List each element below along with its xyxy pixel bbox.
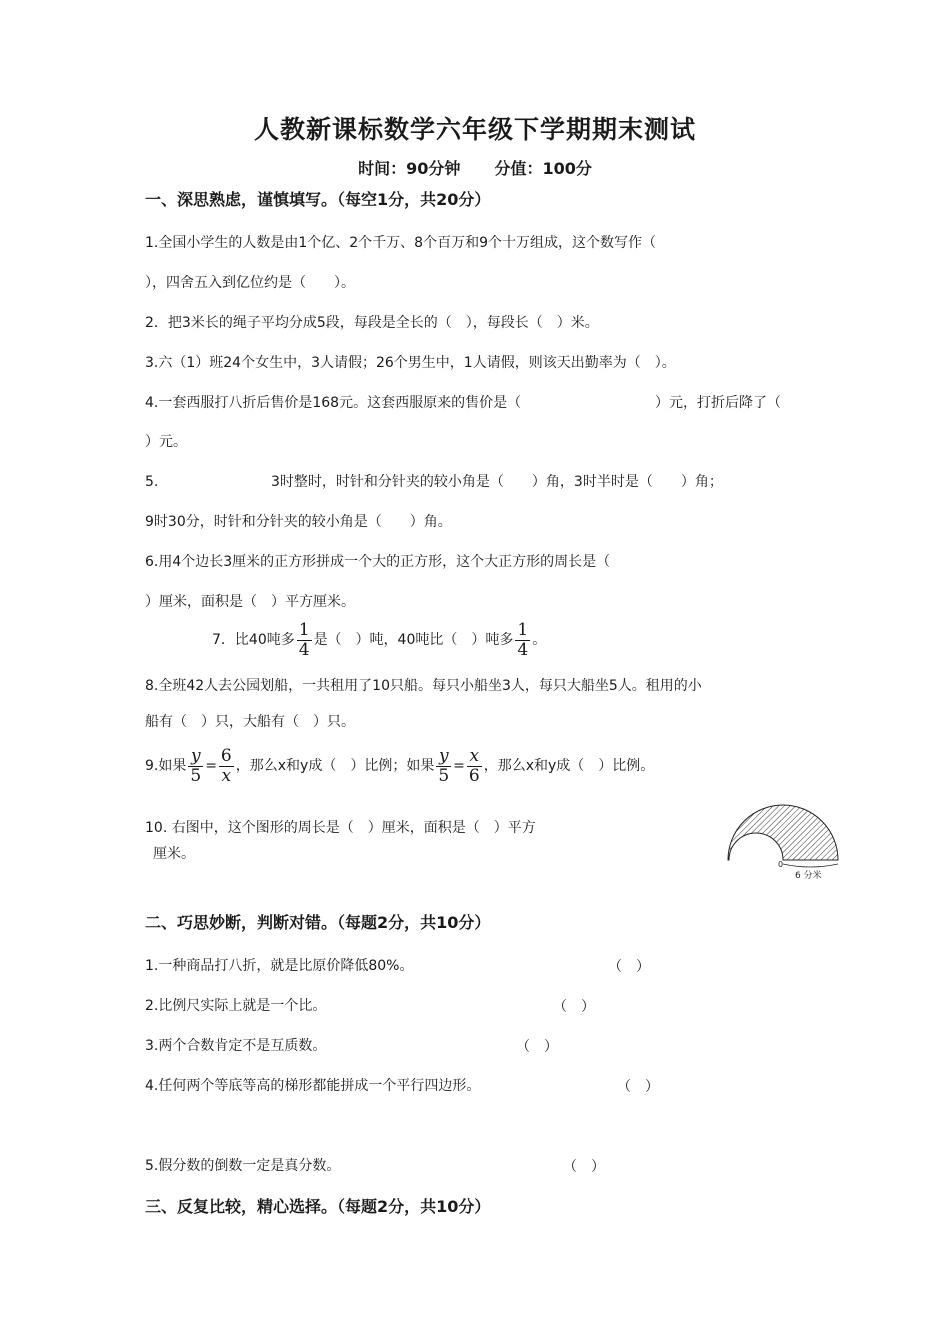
fraction-numerator: 1 [517, 619, 529, 640]
dimension-brace [783, 864, 838, 867]
exam-time: 时间：90分钟 [358, 159, 461, 178]
equals-sign: = [453, 758, 465, 774]
fraction-one-quarter-a [297, 621, 312, 660]
question-8-line1: 8.全班42人去公园划船，一共租用了10只船。每只小船坐3人，每只大船坐5人。租用的小 [145, 678, 702, 694]
question-5-line2: 9时30分，时针和分针夹的较小角是（ ）角。 [145, 514, 452, 530]
semicircle-ring-figure [722, 800, 844, 884]
question-7-part2: 是（ ）吨，40吨比（ ）吨多 [313, 632, 514, 648]
section2-heading: 二、巧思妙断，判断对错。（每题2分，共10分） [145, 913, 491, 932]
fraction-one-quarter-b [515, 621, 530, 660]
question-8-line2: 船有（ ）只，大船有（ ）只。 [145, 714, 355, 730]
fraction-numerator: 6 [220, 745, 232, 766]
fraction-6-over-x [219, 747, 234, 786]
judge-item-1: 1.一种商品打八折，就是比原价降低80%。 [145, 958, 414, 974]
question-10-line2: 厘米。 [153, 846, 195, 862]
fraction-numerator: x [467, 747, 482, 767]
origin-label: 0 [778, 860, 784, 869]
question-1-line1: 1.全国小学生的人数是由1个亿、2个千万、8个百万和9个十万组成，这个数写作（ [145, 235, 656, 251]
fraction-denominator: 6 [468, 765, 480, 786]
question-9-mid1: ，那么x和y成（ ）比例；如果 [235, 758, 435, 774]
judge-item-5: 5.假分数的倒数一定是真分数。 [145, 1158, 341, 1174]
fraction-numerator: 1 [298, 619, 310, 640]
question-7 [212, 618, 546, 662]
exam-score: 分值：100分 [494, 159, 592, 178]
question-5-number: 5. [145, 474, 159, 490]
fraction-denominator: 4 [298, 639, 310, 660]
fraction-denominator: x [221, 765, 232, 786]
fraction-denominator: 4 [517, 639, 529, 660]
question-1-line2: ），四舍五入到亿位约是（ ）。 [145, 275, 355, 291]
dimension-label: 6 分米 [795, 871, 822, 881]
shaded-ring [728, 805, 838, 860]
answer-paren-1[interactable]: （ ） [608, 959, 650, 975]
fraction-y-over-5-b [436, 747, 451, 786]
page-title: 人教新课标数学六年级下学期期末测试 [253, 115, 696, 144]
answer-paren-3[interactable]: （ ） [516, 1039, 558, 1055]
fraction-y-over-5-a [188, 747, 203, 786]
question-10-line1: 10. 右图中，这个图形的周长是（ ）厘米，面积是（ ）平方 [145, 820, 536, 836]
answer-paren-4[interactable]: （ ） [617, 1079, 659, 1095]
fraction-denominator: 5 [438, 765, 450, 786]
question-3: 3.六（1）班24个女生中，3人请假；26个男生中，1人请假，则该天出勤率为（ ）。 [145, 355, 676, 371]
judge-item-2: 2.比例尺实际上就是一个比。 [145, 998, 327, 1014]
question-2: 2．把3米长的绳子平均分成5段，每段是全长的（ ），每段长（ ）米。 [145, 315, 599, 331]
section1-heading: 一、深思熟虑，谨慎填写。（每空1分，共20分） [145, 190, 491, 209]
question-4-line1b: ）元，打折后降了（ [655, 395, 781, 411]
question-9-prefix: 9.如果 [145, 758, 187, 774]
question-5-line1: 3时整时，时针和分针夹的较小角是（ ）角，3时半时是（ ）角； [271, 474, 723, 490]
section3-heading: 三、反复比较，精心选择。（每题2分，共10分） [145, 1197, 491, 1216]
question-9 [145, 744, 654, 788]
equals-sign: = [205, 758, 217, 774]
judge-item-4: 4.任何两个等底等高的梯形都能拼成一个平行四边形。 [145, 1078, 481, 1094]
question-6-line2: ）厘米，面积是（ ）平方厘米。 [145, 594, 355, 610]
question-7-part3: 。 [532, 632, 547, 648]
question-6-line1: 6.用4个边长3厘米的正方形拼成一个大的正方形，这个大正方形的周长是（ [145, 554, 611, 570]
fraction-denominator: 5 [190, 765, 202, 786]
answer-paren-5[interactable]: （ ） [563, 1159, 605, 1175]
judge-item-3: 3.两个合数肯定不是互质数。 [145, 1038, 327, 1054]
exam-info [0, 156, 950, 179]
fraction-numerator: y [188, 747, 203, 767]
answer-paren-2[interactable]: （ ） [553, 999, 595, 1015]
fraction-x-over-6 [467, 747, 482, 786]
question-4-line2: ）元。 [145, 434, 187, 450]
question-9-mid2: ，那么x和y成（ ）比例。 [483, 758, 655, 774]
fraction-numerator: y [436, 747, 451, 767]
question-7-part1: 7．比40吨多 [212, 632, 295, 648]
question-4-line1a: 4.一套西服打八折后售价是168元。这套西服原来的售价是（ [145, 395, 522, 411]
